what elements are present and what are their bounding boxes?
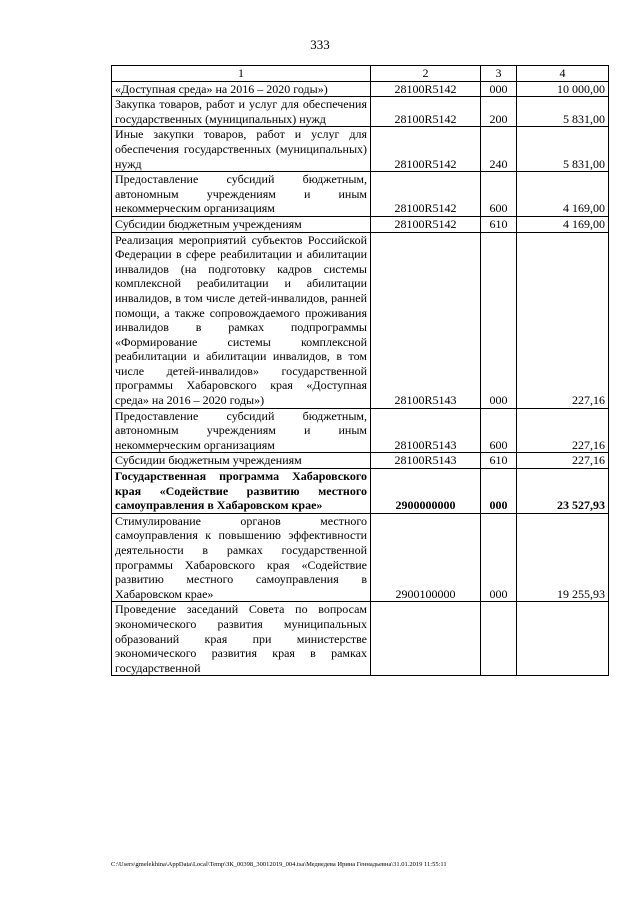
row-description: Субсидии бюджетным учреждениям	[112, 453, 371, 469]
row-amount	[517, 602, 609, 676]
header-col-2: 2	[371, 66, 481, 82]
row-expense-type: 600	[481, 172, 517, 217]
table-row	[112, 602, 609, 676]
row-description: «Доступная среда» на 2016 – 2020 годы»)	[112, 81, 371, 97]
table-row	[112, 453, 609, 469]
row-amount: 4 169,00	[517, 216, 609, 232]
table-row	[112, 216, 609, 232]
budget-table	[111, 65, 609, 676]
row-description: Реализация мероприятий субъектов Российской Федерации в сфере реабилитации и абилитации инвалидов (на подготовку кадров системы комплексной реабилитации и абилитации инвалидов, в том числе детей-инвалидов, ранней помощи, а также сопровождаемого проживания инвалидов в рамках подпрограммы «Формирование системы комплексной реабилитации и абилитации инвалидов, в том числе детей-инвалидов» государственной программы Хабаровского края «Доступная среда» на 2016 – 2020 годы»)	[112, 232, 371, 408]
row-target-code: 28100R5142	[371, 81, 481, 97]
row-description: Иные закупки товаров, работ и услуг для обеспечения государственных (муниципальных) нужд	[112, 127, 371, 172]
table-row	[112, 127, 609, 172]
row-amount: 19 255,93	[517, 513, 609, 602]
row-target-code: 2900000000	[371, 469, 481, 514]
row-target-code: 28100R5142	[371, 216, 481, 232]
row-amount: 227,16	[517, 408, 609, 453]
row-expense-type: 000	[481, 232, 517, 408]
row-amount: 5 831,00	[517, 127, 609, 172]
row-target-code: 28100R5143	[371, 232, 481, 408]
row-expense-type: 610	[481, 216, 517, 232]
row-target-code	[371, 602, 481, 676]
row-target-code: 28100R5142	[371, 127, 481, 172]
row-expense-type: 600	[481, 408, 517, 453]
table-row	[112, 97, 609, 127]
table-row-program	[112, 469, 609, 514]
row-expense-type: 240	[481, 127, 517, 172]
row-target-code: 28100R5142	[371, 172, 481, 217]
row-expense-type: 200	[481, 97, 517, 127]
row-expense-type: 610	[481, 453, 517, 469]
row-expense-type	[481, 602, 517, 676]
row-target-code: 2900100000	[371, 513, 481, 602]
header-col-1: 1	[112, 66, 371, 82]
table-row	[112, 81, 609, 97]
row-target-code: 28100R5143	[371, 453, 481, 469]
table-header-row	[112, 66, 609, 82]
row-expense-type: 000	[481, 469, 517, 514]
row-amount: 227,16	[517, 232, 609, 408]
table-row	[112, 232, 609, 408]
page-number: 333	[310, 37, 330, 52]
row-amount: 10 000,00	[517, 81, 609, 97]
table-row	[112, 408, 609, 453]
row-description: Закупка товаров, работ и услуг для обеспечения государственных (муниципальных) нужд	[112, 97, 371, 127]
document-path-footer: C:\Users\gmelekhina\AppData\Local\Temp\ЗК_00398_30012019_004.tsa\Медведева Ирина Геннадьевна\31.01.2019 11:55:11	[111, 861, 447, 868]
row-description: Стимулирование органов местного самоуправления к повышению эффективности деятельности в рамках государственной программы Хабаровского края «Содействие развитию местного самоуправления в Хабаровском крае»	[112, 513, 371, 602]
row-amount: 227,16	[517, 453, 609, 469]
row-description: Предоставление субсидий бюджетным, автономным учреждениям и иным некоммерческим организациям	[112, 408, 371, 453]
header-col-4: 4	[517, 66, 609, 82]
row-expense-type: 000	[481, 513, 517, 602]
header-col-3: 3	[481, 66, 517, 82]
row-amount: 23 527,93	[517, 469, 609, 514]
row-amount: 5 831,00	[517, 97, 609, 127]
row-description: Субсидии бюджетным учреждениям	[112, 216, 371, 232]
table-row	[112, 513, 609, 602]
row-target-code: 28100R5143	[371, 408, 481, 453]
row-amount: 4 169,00	[517, 172, 609, 217]
row-description: Проведение заседаний Совета по вопросам экономического развития муниципальных образований края при министерстве экономического развития края в рамках государственной	[112, 602, 371, 676]
row-target-code: 28100R5142	[371, 97, 481, 127]
row-expense-type: 000	[481, 81, 517, 97]
row-description: Предоставление субсидий бюджетным, автономным учреждениям и иным некоммерческим организациям	[112, 172, 371, 217]
table-row	[112, 172, 609, 217]
row-description: Государственная программа Хабаровского края «Содействие развитию местного самоуправления в Хабаровском крае»	[112, 469, 371, 514]
